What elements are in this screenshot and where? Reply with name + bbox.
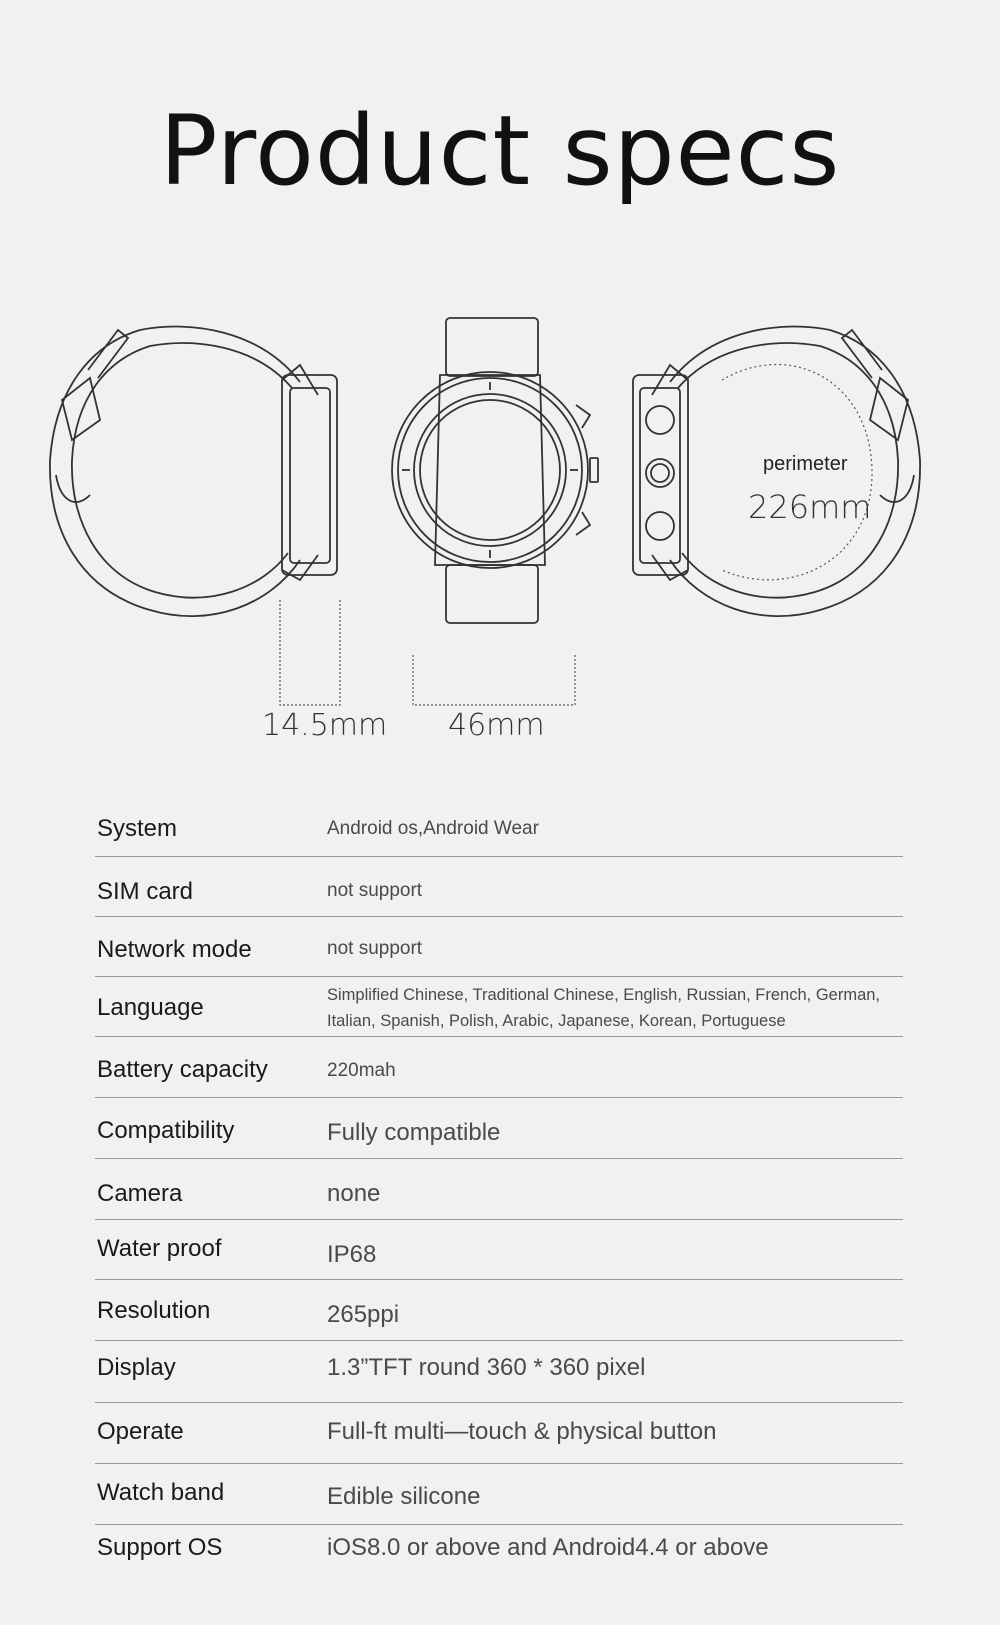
spec-row-sim-card xyxy=(95,856,903,917)
thickness-dimension: 14.5mm xyxy=(262,708,388,743)
spec-value: none xyxy=(327,1180,381,1207)
spec-label: Language xyxy=(97,994,204,1021)
spec-value: Android os,Android Wear xyxy=(327,818,539,839)
spec-row-network-mode xyxy=(95,916,903,977)
spec-value: Simplified Chinese, Traditional Chinese, English, Russian, French, German, Italian, Spanish, Polish, Arabic, Japanese, Korean, Portuguese xyxy=(327,986,881,1030)
spec-row-battery-capacity xyxy=(95,1036,903,1098)
spec-row-system xyxy=(95,810,903,857)
perimeter-value: 226mm xyxy=(748,488,872,526)
width-dimension: 46mm xyxy=(448,708,545,743)
spec-label: Operate xyxy=(97,1418,184,1445)
spec-value: Edible silicone xyxy=(327,1483,481,1510)
spec-label: Camera xyxy=(97,1180,183,1207)
spec-row-watch-band xyxy=(95,1463,903,1525)
spec-value: Full-ft multi—touch & physical button xyxy=(327,1418,717,1445)
spec-row-resolution xyxy=(95,1279,903,1341)
spec-label: Watch band xyxy=(97,1479,225,1506)
spec-value: iOS8.0 or above and Android4.4 or above xyxy=(327,1534,769,1561)
perimeter-label: perimeter xyxy=(763,453,848,475)
spec-value: IP68 xyxy=(327,1241,377,1268)
spec-row-display xyxy=(95,1340,903,1403)
spec-label: Support OS xyxy=(97,1534,223,1561)
spec-row-support-os xyxy=(95,1524,903,1584)
spec-value: Fully compatible xyxy=(327,1119,501,1146)
spec-value: 265ppi xyxy=(327,1301,400,1328)
spec-value: not support xyxy=(327,880,423,901)
spec-label: Display xyxy=(97,1354,176,1381)
spec-label: Network mode xyxy=(97,936,252,963)
spec-row-operate xyxy=(95,1402,903,1464)
spec-row-language xyxy=(95,976,903,1037)
spec-label: Resolution xyxy=(97,1297,211,1324)
spec-value: 1.3”TFT round 360 * 360 pixel xyxy=(327,1354,646,1381)
thickness-bracket xyxy=(280,600,340,705)
spec-row-camera xyxy=(95,1158,903,1220)
watch-side-view-left xyxy=(50,327,337,617)
watch-illustration xyxy=(0,300,1000,760)
spec-label: Battery capacity xyxy=(97,1056,268,1083)
spec-value: not support xyxy=(327,938,423,959)
spec-label: System xyxy=(97,815,178,842)
page-title: Product specs xyxy=(159,95,841,207)
spec-label: SIM card xyxy=(97,878,194,905)
width-bracket xyxy=(413,655,575,705)
spec-row-water-proof xyxy=(95,1219,903,1280)
spec-value: 220mah xyxy=(327,1060,396,1081)
spec-label: Compatibility xyxy=(97,1117,235,1144)
watch-front-view xyxy=(392,318,598,623)
spec-label: Water proof xyxy=(97,1235,222,1262)
spec-row-compatibility xyxy=(95,1097,903,1159)
